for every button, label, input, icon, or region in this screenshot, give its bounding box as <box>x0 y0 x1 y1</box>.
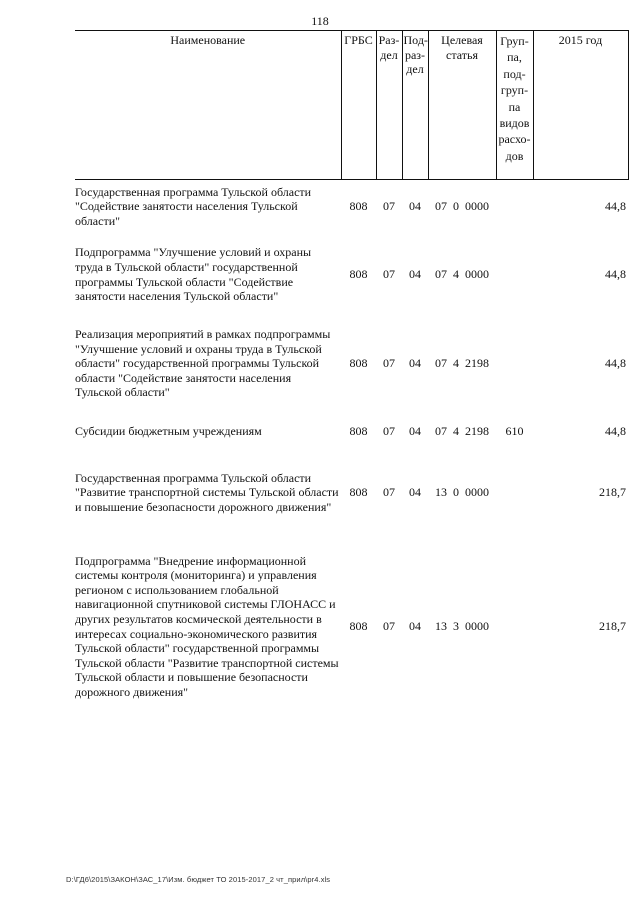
row-amount: 44,8 <box>605 424 626 439</box>
row-podrazdel: 04 <box>409 267 421 282</box>
budget-table <box>75 30 629 720</box>
row-podrazdel: 04 <box>409 356 421 371</box>
row-target: 07 0 0000 <box>435 199 489 214</box>
row-razdel: 07 <box>383 267 395 282</box>
row-group <box>496 452 533 534</box>
row-grbs: 808 <box>349 424 368 439</box>
table-header <box>75 31 628 180</box>
row-name: Подпрограмма "Улучшение условий и охраны труда в Тульской области" государственной программы Тульской области "Содействие занятости населения Тульской области" <box>75 245 312 304</box>
row-amount: 218,7 <box>599 485 626 500</box>
row-group <box>496 180 533 234</box>
header-podrazdel: Под- раз- дел <box>402 31 428 180</box>
table-row <box>75 452 628 534</box>
table-row <box>75 316 628 412</box>
table-row <box>75 234 628 316</box>
row-target: 07 4 2198 <box>435 424 489 439</box>
row-grbs: 808 <box>349 199 368 214</box>
row-amount: 44,8 <box>605 356 626 371</box>
table-body <box>75 180 628 720</box>
row-grbs: 808 <box>349 485 368 500</box>
row-target: 07 4 2198 <box>435 356 489 371</box>
row-podrazdel: 04 <box>409 199 421 214</box>
row-amount: 44,8 <box>605 267 626 282</box>
table-row <box>75 534 628 720</box>
row-target: 07 4 0000 <box>435 267 489 282</box>
row-podrazdel: 04 <box>409 619 421 634</box>
row-podrazdel: 04 <box>409 424 421 439</box>
table-row <box>75 180 628 234</box>
row-name: Субсидии бюджетным учреждениям <box>75 424 262 439</box>
header-group: Груп- па, под- груп- па видов расхо- дов <box>496 31 533 180</box>
row-group <box>496 534 533 720</box>
row-amount: 218,7 <box>599 619 626 634</box>
header-target: Целевая статья <box>428 31 496 180</box>
row-razdel: 07 <box>383 619 395 634</box>
row-podrazdel: 04 <box>409 485 421 500</box>
row-group: 610 <box>505 424 524 439</box>
row-name: Государственная программа Тульской области "Содействие занятости населения Тульской области" <box>75 184 312 229</box>
row-razdel: 07 <box>383 199 395 214</box>
page-number: 118 <box>311 14 329 28</box>
header-razdel: Раз- дел <box>376 31 402 180</box>
row-group <box>496 234 533 316</box>
row-target: 13 3 0000 <box>435 619 489 634</box>
footer-file-path: D:\ГД6\2015\ЗАКОН\ЗАС_17\Изм. бюджет ТО 2015-2017_2 чт_прил\pr4.xls <box>66 875 331 884</box>
header-year: 2015 год <box>533 31 628 180</box>
row-razdel: 07 <box>383 424 395 439</box>
row-name: Государственная программа Тульской области "Развитие транспортной системы Тульской области и повышение безопасности дорожного движения" <box>75 470 339 514</box>
row-grbs: 808 <box>349 619 368 634</box>
row-amount: 44,8 <box>605 199 626 214</box>
row-razdel: 07 <box>383 485 395 500</box>
table-row <box>75 412 628 452</box>
row-group <box>496 316 533 412</box>
row-target: 13 0 0000 <box>435 485 489 500</box>
header-name: Наименование <box>75 31 341 180</box>
row-name: Подпрограмма "Внедрение информационной системы контроля (мониторинга) и управления регионом с использованием глобальной навигационной спутниковой системы ГЛОНАСС и других результатов космической деятельности в интересах социально-экономического развития Тульской области" государственной программы Тульской области "Развитие транспортной системы Тульской области и повышение безопасности дорожного движения" <box>75 553 339 699</box>
row-grbs: 808 <box>349 267 368 282</box>
header-grbs: ГРБС <box>341 31 376 180</box>
row-grbs: 808 <box>349 356 368 371</box>
row-razdel: 07 <box>383 356 395 371</box>
row-name: Реализация мероприятий в рамках подпрограммы "Улучшение условий и охраны труда в Тульской области" государственной программы Тульской области "Содействие занятости населения Тульской области" <box>75 327 331 400</box>
